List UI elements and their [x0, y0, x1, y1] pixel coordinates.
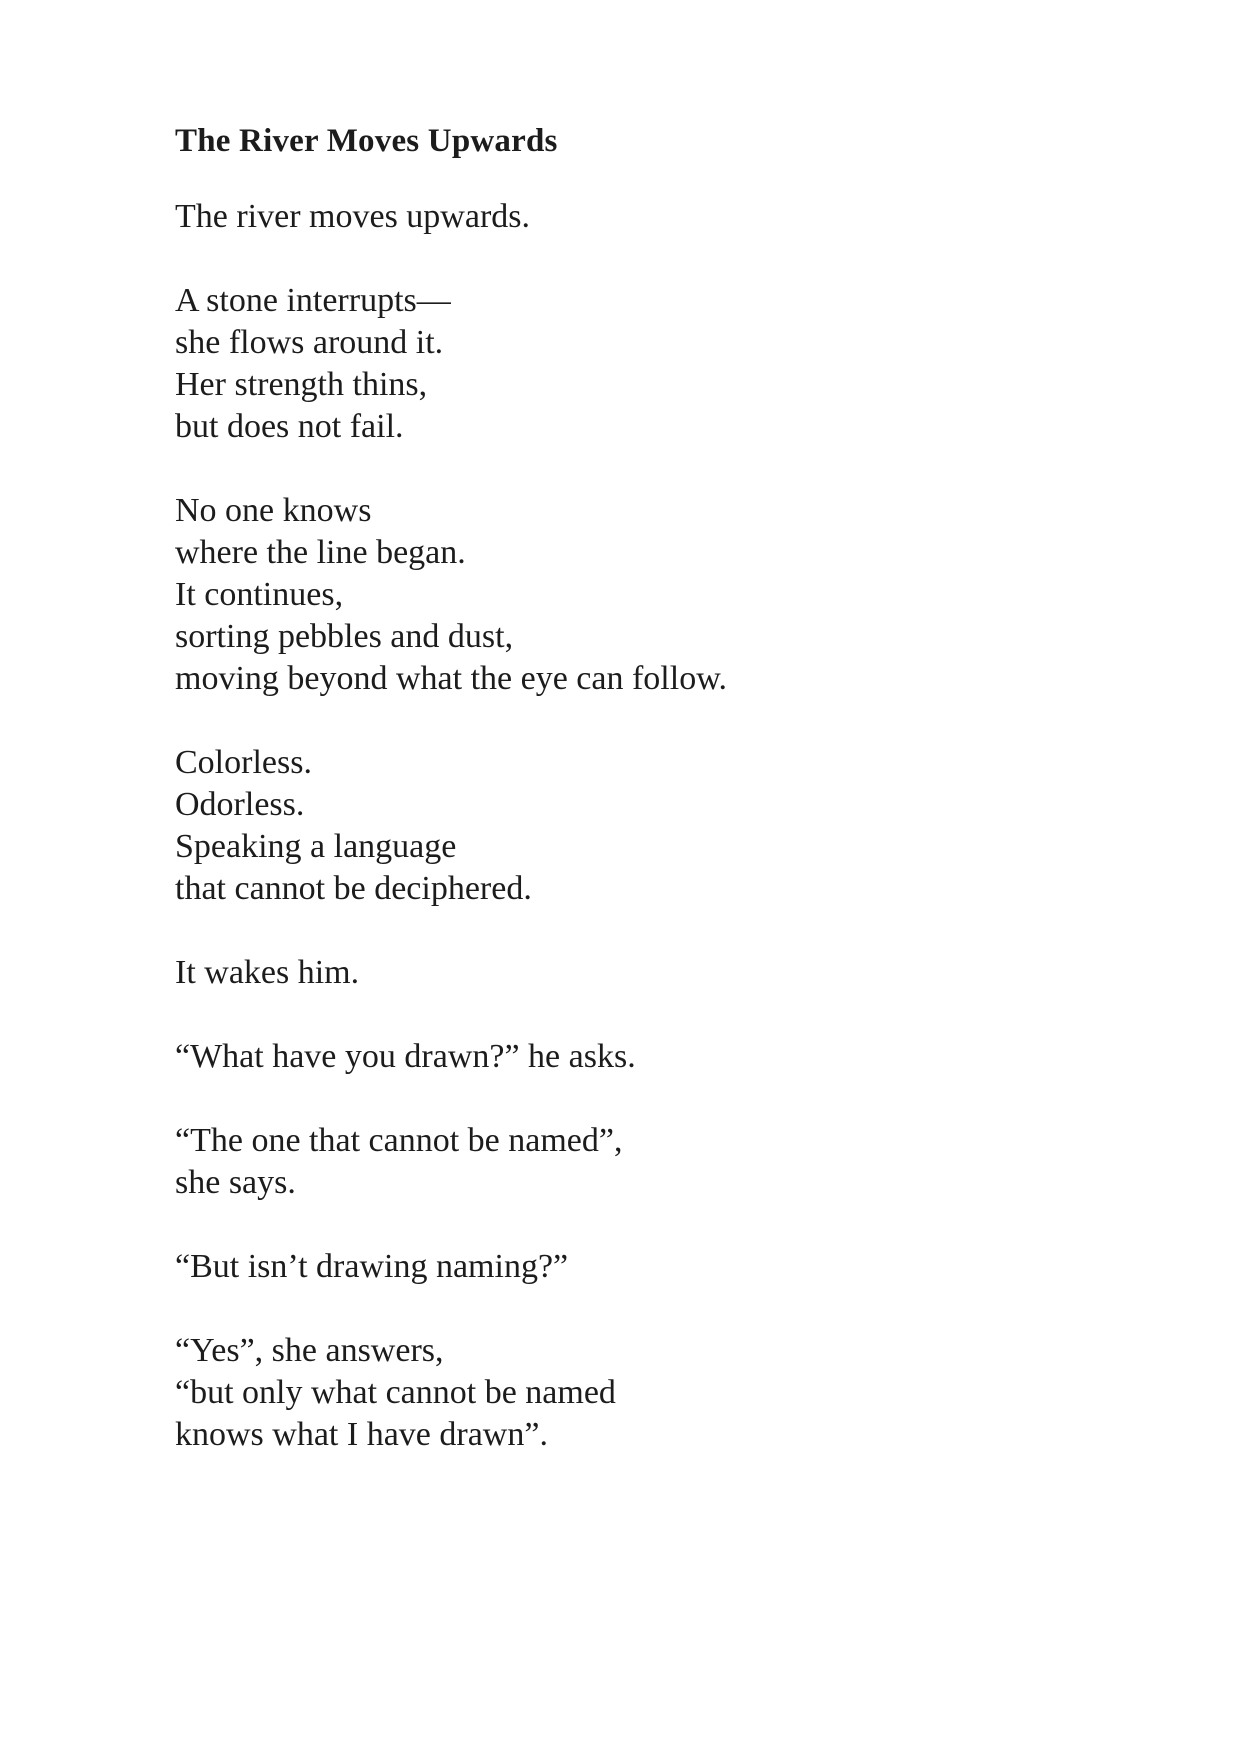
stanza-spacer	[175, 1204, 1155, 1246]
stanza-4	[175, 742, 1155, 910]
poem-line: “but only what cannot be named	[175, 1374, 616, 1411]
poem-line: A stone interrupts—	[175, 282, 451, 319]
stanza-1	[175, 196, 1155, 238]
poem-line: Her strength thins,	[175, 366, 428, 403]
poem-line: Speaking a language	[175, 828, 457, 865]
stanza-spacer	[175, 238, 1155, 280]
stanza-spacer	[175, 910, 1155, 952]
stanza-spacer	[175, 448, 1155, 490]
poem-line: It continues,	[175, 576, 344, 613]
poem-line: “What have you drawn?” he asks.	[175, 1038, 636, 1075]
poem-line: “The one that cannot be named”,	[175, 1122, 623, 1159]
poem-line: Colorless.	[175, 744, 312, 781]
poem-line: “Yes”, she answers,	[175, 1332, 444, 1369]
stanza-spacer	[175, 1288, 1155, 1330]
stanza-spacer	[175, 700, 1155, 742]
poem-line: “But isn’t drawing naming?”	[175, 1248, 569, 1285]
poem-line: sorting pebbles and dust,	[175, 618, 514, 655]
poem-line: It wakes him.	[175, 954, 360, 991]
poem-line: The river moves upwards.	[175, 198, 531, 235]
stanza-2	[175, 280, 1155, 448]
poem-line: she flows around it.	[175, 324, 444, 361]
stanza-spacer	[175, 994, 1155, 1036]
poem-line: that cannot be deciphered.	[175, 870, 532, 907]
title-spacer	[175, 168, 1155, 196]
stanza-9	[175, 1330, 1155, 1456]
poem-title: The River Moves Upwards	[175, 123, 558, 159]
stanza-3	[175, 490, 1155, 700]
stanza-8	[175, 1246, 1155, 1288]
poem-line: No one knows	[175, 492, 372, 529]
poem	[175, 114, 1155, 1456]
poem-line: where the line began.	[175, 534, 466, 571]
poem-line: she says.	[175, 1164, 296, 1201]
stanza-5	[175, 952, 1155, 994]
stanza-7	[175, 1120, 1155, 1204]
poem-line: knows what I have drawn”.	[175, 1416, 548, 1453]
stanza-spacer	[175, 1078, 1155, 1120]
stanza-6	[175, 1036, 1155, 1078]
poem-line: moving beyond what the eye can follow.	[175, 660, 728, 697]
poem-line: Odorless.	[175, 786, 305, 823]
poem-line: but does not fail.	[175, 408, 404, 445]
